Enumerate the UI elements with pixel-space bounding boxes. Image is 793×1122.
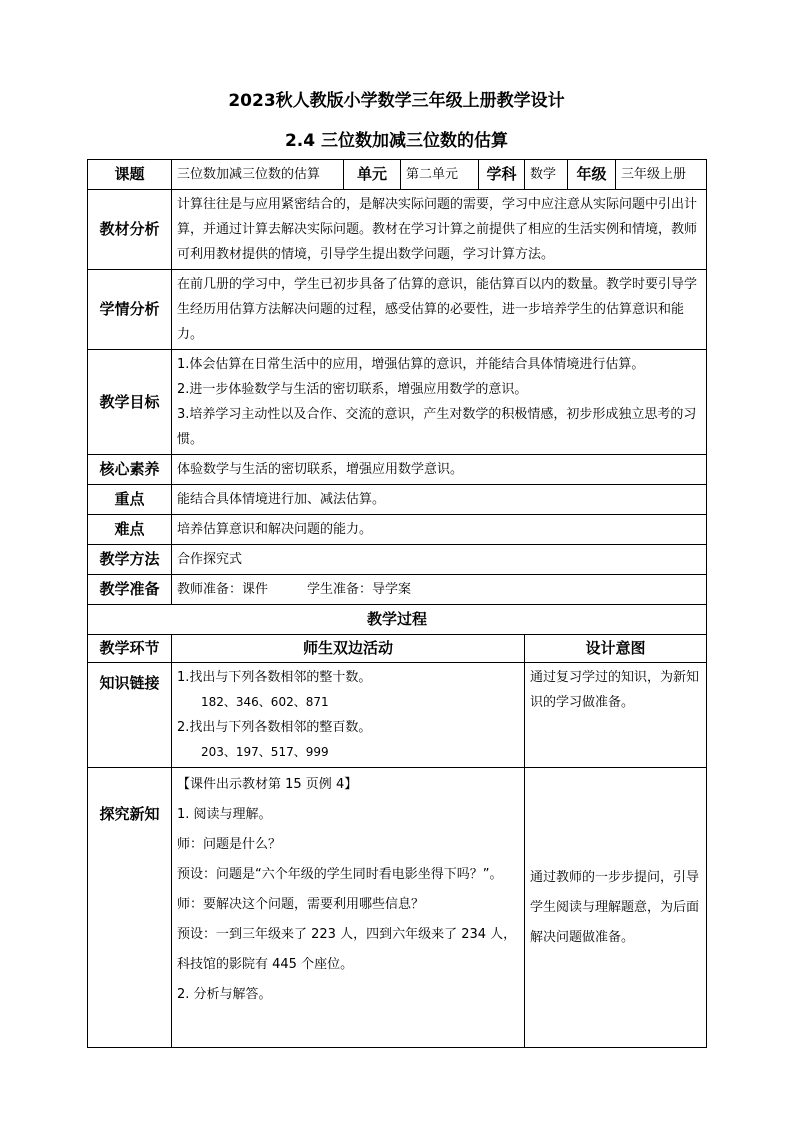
core-label: 核心素养 [88,455,172,485]
process-col-intent: 设计意图 [525,635,707,663]
subject-value: 数学 [525,160,568,190]
activity-line: 【课件出示教材第 15 页例 4】 [177,777,358,792]
grade-label: 年级 [568,160,616,190]
goal-item: 2.进一步体验数学与生活的密切联系，增强应用数学的意识。 [177,382,528,397]
material-text: 计算往往是与应用紧密结合的，是解决实际问题的需要，学习中应注意从实际问题中引出计算，并通过计算去解决实际问题。教材在学习计算之前提供了相应的生活实例和情境，教师可利用教材提供的情境，引导学生提出数学问题，学习计算方法。 [172,190,707,270]
lesson-plan-table [87,159,707,1048]
topic-label: 课题 [88,160,172,190]
explore-label: 探究新知 [88,768,172,1048]
link-activity [172,663,525,768]
unit-label: 单元 [344,160,401,190]
link-intent: 通过复习学过的知识，为新知识的学习做准备。 [525,663,707,768]
activity-line: 预设：问题是“六个年级的学生同时看电影坐得下吗？”。 [177,867,503,882]
material-label: 教材分析 [88,190,172,270]
goals-label: 教学目标 [88,350,172,455]
explore-activity [172,768,525,1048]
explore-intent: 通过教师的一步步提问，引导学生阅读与理解题意，为后面解决问题做准备。 [525,768,707,1048]
activity-line: 182、346、602、871 [201,695,329,709]
process-col-stage: 教学环节 [88,635,172,663]
link-label: 知识链接 [88,663,172,768]
activity-line: 203、197、517、999 [201,745,329,759]
students-label: 学情分析 [88,270,172,350]
difficult-label: 难点 [88,515,172,545]
process-heading: 教学过程 [88,605,707,635]
topic-value: 三位数加减三位数的估算 [172,160,344,190]
key-text: 能结合具体情境进行加、减法估算。 [172,485,707,515]
goal-item: 3.培养学习主动性以及合作、交流的意识，产生对数学的积极情感，初步形成独立思考的习惯。 [177,407,697,447]
activity-line: 师：要解决这个问题，需要利用哪些信息？ [177,897,425,912]
core-text: 体验数学与生活的密切联系，增强应用数学意识。 [172,455,707,485]
goal-item: 1.体会估算在日常生活中的应用，增强估算的意识，并能结合具体情境进行估算。 [177,357,645,372]
activity-line: 1. 阅读与理解。 [177,807,272,822]
activity-line: 2.找出与下列各数相邻的整百数。 [177,720,372,735]
key-label: 重点 [88,485,172,515]
activity-line: 师：问题是什么？ [177,837,282,852]
lesson-subtitle: 2.4 三位数加减三位数的估算 [284,131,509,151]
document-title: 2023秋人教版小学数学三年级上册教学设计 [228,91,565,111]
students-text: 在前几册的学习中，学生已初步具备了估算的意识，能估算百以内的数量。教学时要引导学生经历用估算方法解决问题的过程，感受估算的必要性，进一步培养学生的估算意识和能力。 [172,270,707,350]
method-label: 教学方法 [88,545,172,575]
difficult-text: 培养估算意识和解决问题的能力。 [172,515,707,545]
grade-value: 三年级上册 [616,160,707,190]
process-col-activity: 师生双边活动 [172,635,525,663]
activity-line: 2. 分析与解答。 [177,987,272,1002]
activity-line: 1.找出与下列各数相邻的整十数。 [177,670,372,685]
method-text: 合作探究式 [172,545,707,575]
prep-label: 教学准备 [88,575,172,605]
unit-value: 第二单元 [401,160,479,190]
prep-text: 教师准备：课件 学生准备：导学案 [172,575,707,605]
activity-line: 预设：一到三年级来了 223 人，四到六年级来了 234 人，科技馆的影院有 445 个座位。 [177,927,517,972]
goals-cell [172,350,707,455]
subject-label: 学科 [479,160,525,190]
